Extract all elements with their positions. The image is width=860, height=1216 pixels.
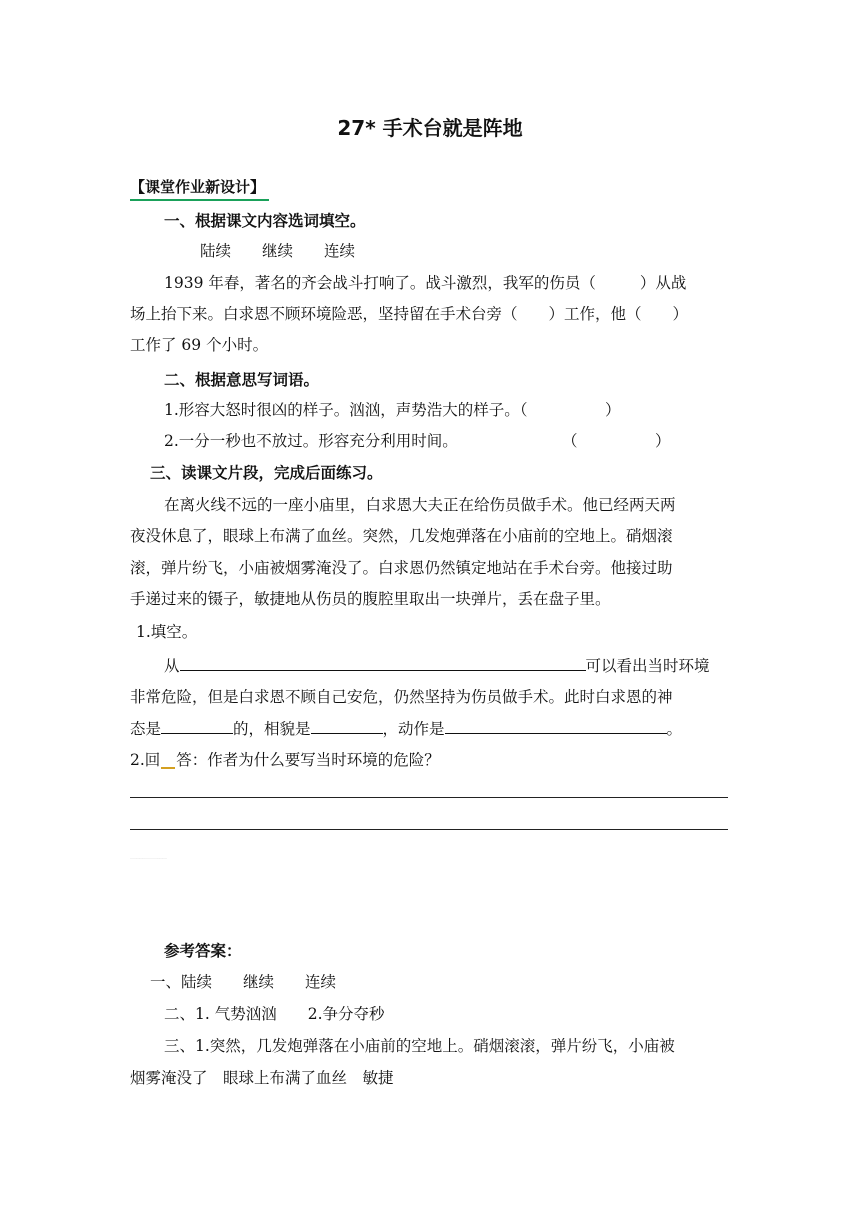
q3-fill-line-2: 非常危险，但是白求恩不顾自己安危，仍然坚持为伤员做手术。此时白求恩的神 xyxy=(130,688,673,706)
q1-word-choices: 陆续 继续 连续 xyxy=(200,242,356,260)
answer-line-1[interactable] xyxy=(130,797,728,798)
answer-3-line-2: 烟雾淹没了 眼球上布满了血丝 敏捷 xyxy=(130,1069,394,1087)
section-tag-label: 【课堂作业新设计】 xyxy=(130,178,266,196)
q3-sub-1: 1.填空。 xyxy=(136,623,198,641)
q3-fill-3c: ，动作是 xyxy=(382,720,445,738)
q2-item-1: 1.形容大怒时很凶的样子。汹汹，声势浩大的样子。（ ） xyxy=(164,401,621,419)
q1-line-3: 工作了 69 个小时。 xyxy=(130,336,269,354)
q1-line-1b: ）从战 xyxy=(639,274,687,292)
q1-line-1a: 1939 年春，著名的齐会战斗打响了。战斗激烈，我军的伤员（ xyxy=(164,274,596,292)
q3-fill-line-3 xyxy=(130,717,682,740)
q3-fill-1b: 可以看出当时环境 xyxy=(585,657,710,675)
q3-passage-line-2: 夜没休息了，眼球上布满了血丝。突然，几发炮弹落在小庙前的空地上。硝烟滚 xyxy=(130,527,673,545)
q3-fill-3d: 。 xyxy=(666,720,683,738)
q3-blank-expression[interactable] xyxy=(161,717,233,734)
q3-fill-1a: 从 xyxy=(164,657,180,675)
q3-passage-line-3: 滚，弹片纷飞，小庙被烟雾淹没了。白求恩仍然镇定地站在手术台旁。他接过助 xyxy=(130,559,673,577)
q3-heading: 三、读课文片段，完成后面练习。 xyxy=(150,464,383,482)
q1-line-1 xyxy=(164,272,686,294)
answer-line-2[interactable] xyxy=(130,829,728,830)
q3-blank-environment[interactable] xyxy=(180,654,586,671)
answer-3-line-1: 三、1.突然，几发炮弹落在小庙前的空地上。硝烟滚滚，弹片纷飞，小庙被 xyxy=(164,1037,675,1055)
q3-fill-line-1 xyxy=(164,654,710,677)
q1-heading: 一、根据课文内容选词填空。 xyxy=(164,212,366,230)
q3-passage-line-4: 手递过来的镊子，敏捷地从伤员的腹腔里取出一块弹片，丢在盘子里。 xyxy=(130,590,611,608)
q1-line-2: 场上抬下来。白求恩不顾环境险恶，坚持留在手术台旁（ ）工作，他（ ） xyxy=(130,305,689,323)
answers-heading: 参考答案： xyxy=(164,942,242,960)
answer-1: 一、陆续 继续 连续 xyxy=(150,973,337,991)
q2-item-2-blank[interactable]: （ ） xyxy=(562,432,671,450)
q3-passage-line-1: 在离火线不远的一座小庙里，白求恩大夫正在给伤员做手术。他已经两天两 xyxy=(164,496,676,514)
q3-sub-2 xyxy=(130,749,440,771)
q3-sub-2b: 答：作者为什么要写当时环境的危险？ xyxy=(176,751,440,769)
q3-sub-2a: 2.回 xyxy=(130,751,161,769)
q2-heading: 二、根据意思写词语。 xyxy=(164,371,320,389)
q3-fill-3b: 的，相貌是 xyxy=(233,720,311,738)
answer-2: 二、1. 气势汹汹 2.争分夺秒 xyxy=(164,1005,385,1023)
page-title: 27* 手术台就是阵地 xyxy=(337,116,523,140)
tiny-footnote: ······································· xyxy=(130,856,168,860)
orange-mark xyxy=(161,767,175,769)
q3-blank-action[interactable] xyxy=(445,717,667,734)
q3-fill-3a: 态是 xyxy=(130,720,162,738)
section-tag xyxy=(130,176,265,197)
q2-item-2: 2.一分一秒也不放过。形容充分利用时间。 xyxy=(164,432,458,450)
section-tag-underline xyxy=(130,199,269,201)
q3-blank-appearance[interactable] xyxy=(311,717,383,734)
